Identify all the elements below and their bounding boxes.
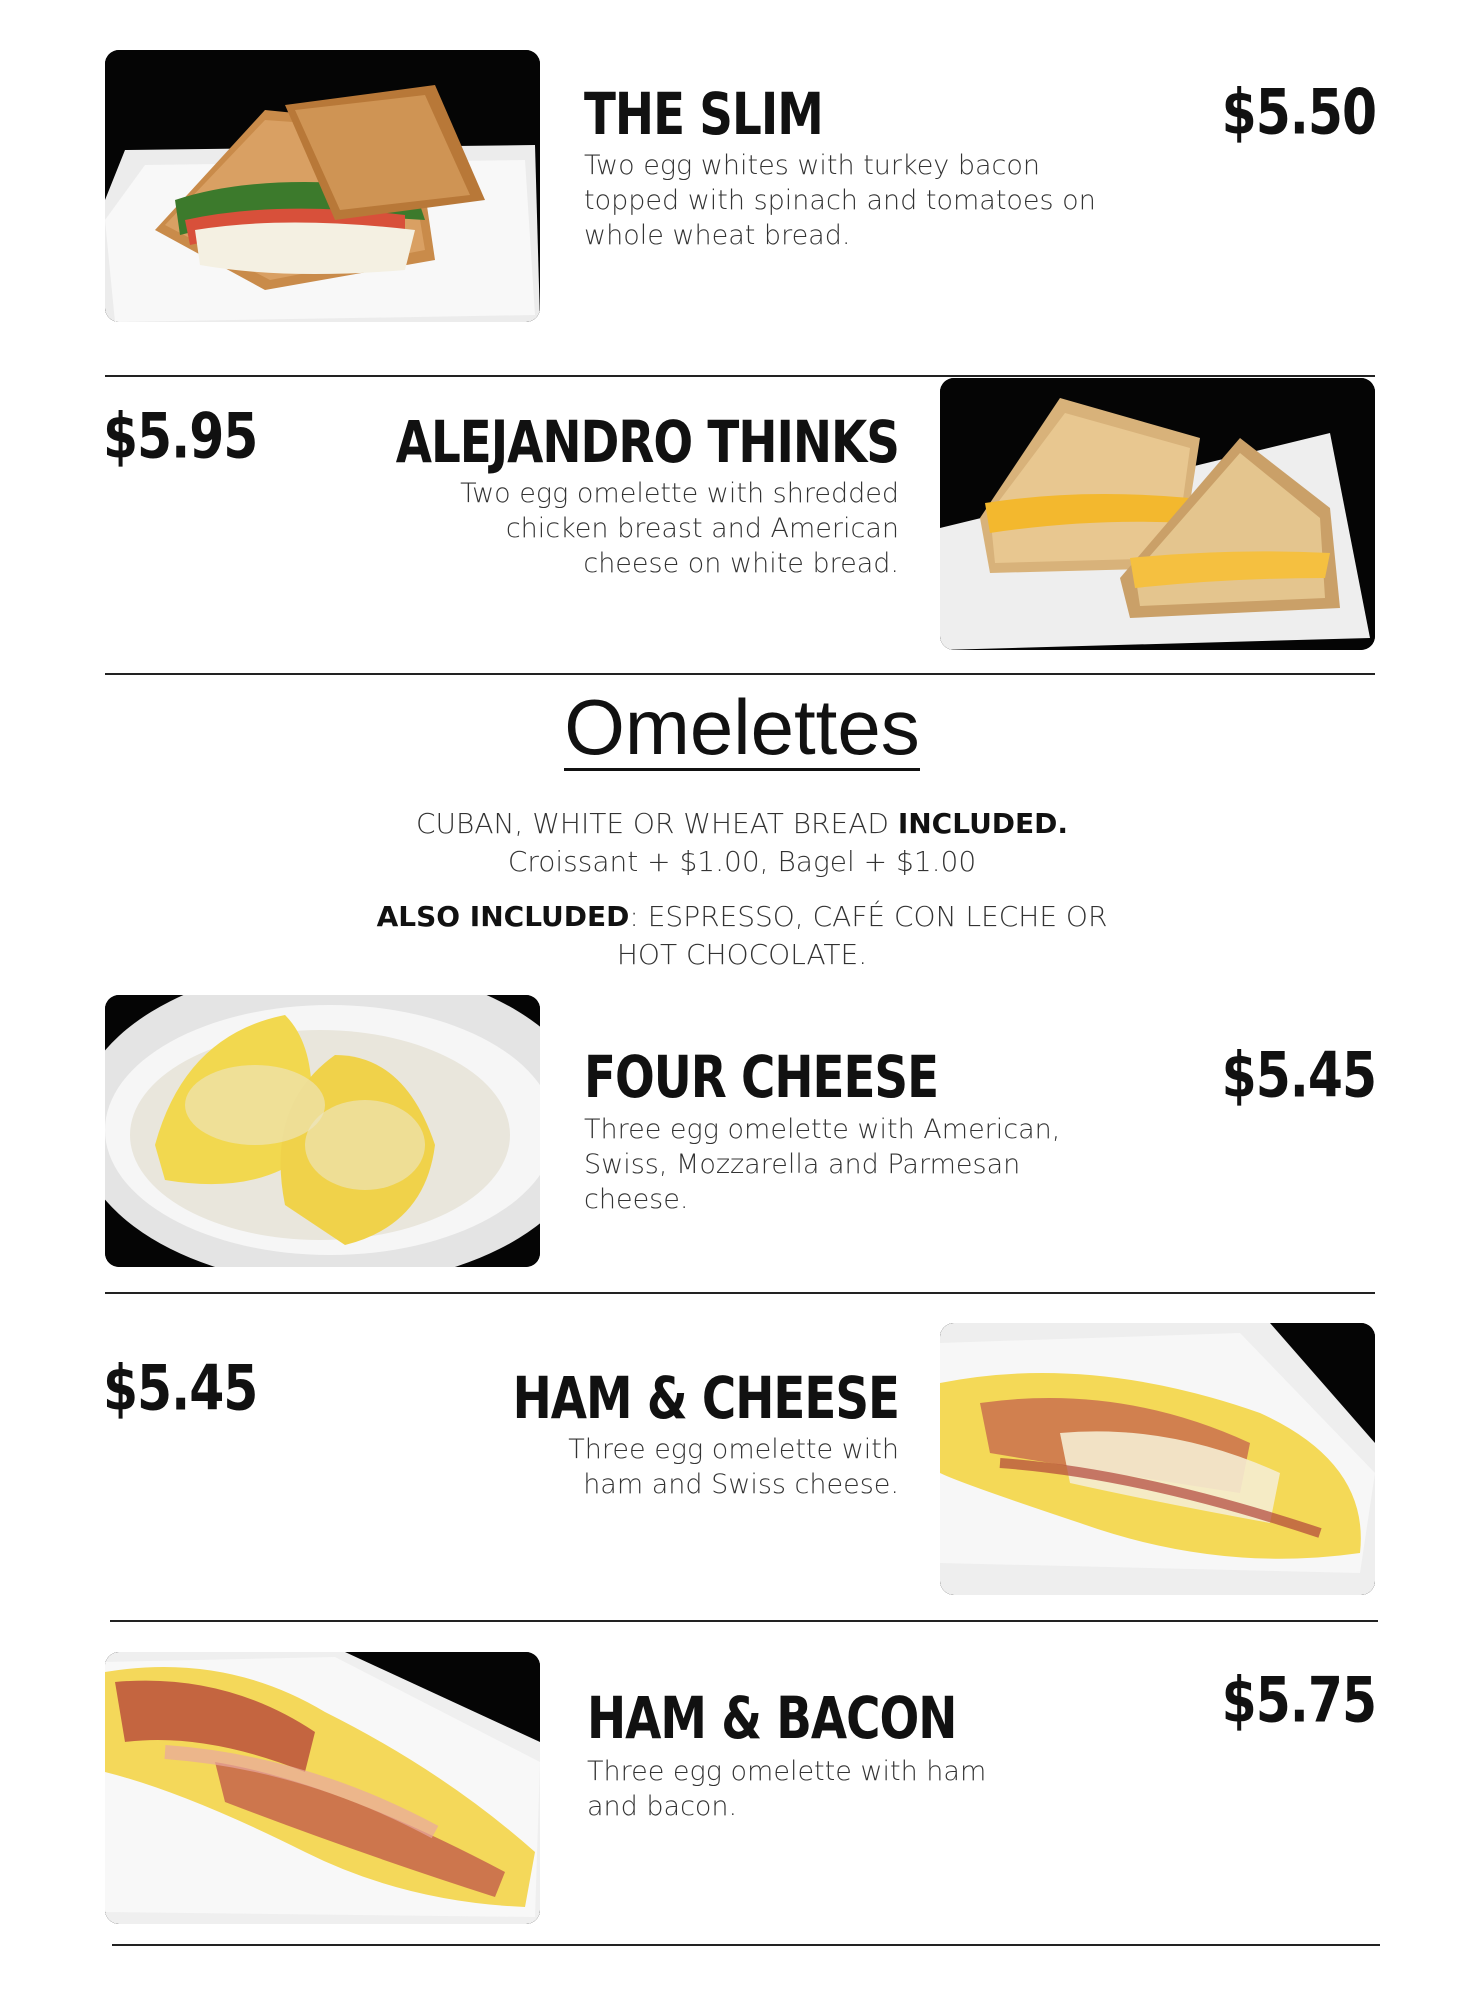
divider <box>105 375 1375 377</box>
item-desc-alejandro-thinks <box>460 476 899 581</box>
sandwich-photo <box>105 50 540 322</box>
divider <box>110 1620 1378 1622</box>
desc-line: cheese. <box>584 1184 689 1215</box>
item-price-alejandro-thinks: $5.95 <box>103 400 258 474</box>
ham-cheese-omelette-photo <box>940 1323 1375 1595</box>
bread-line-1: CUBAN, WHITE OR WHEAT BREAD INCLUDED. <box>415 807 1069 840</box>
bread-line-2: Croissant + $1.00, Bagel + $1.00 <box>507 845 977 878</box>
item-price-ham-and-cheese: $5.45 <box>103 1352 258 1426</box>
item-desc-four-cheese <box>584 1112 1060 1217</box>
item-name-four-cheese: FOUR CHEESE <box>584 1044 939 1112</box>
item-name-alejandro-thinks: ALEJANDRO THINKS <box>395 409 899 477</box>
desc-line: Three egg omelette with American, <box>584 1114 1061 1145</box>
item-price-four-cheese: $5.45 <box>1221 1039 1376 1113</box>
also-included-info <box>0 898 1484 974</box>
desc-line: chicken breast and American <box>505 513 899 544</box>
desc-line: ham and Swiss cheese. <box>583 1469 899 1500</box>
item-name-ham-and-bacon: HAM & BACON <box>587 1685 957 1753</box>
item-desc-ham-and-bacon <box>587 1754 986 1824</box>
desc-line: whole wheat bread. <box>584 220 851 251</box>
bread-info <box>0 805 1484 881</box>
desc-line: Two egg omelette with shredded <box>460 478 899 509</box>
item-price-ham-and-bacon: $5.75 <box>1221 1664 1376 1738</box>
ham-bacon-omelette-photo <box>105 1652 540 1924</box>
divider <box>112 1944 1380 1946</box>
desc-line: Three egg omelette with ham <box>587 1756 987 1787</box>
item-price-the-slim: $5.50 <box>1221 76 1376 150</box>
also-line-2: HOT CHOCOLATE. <box>616 938 868 971</box>
also-line-1: ALSO INCLUDED: ESPRESSO, CAFÉ CON LECHE OR <box>376 900 1108 933</box>
desc-line: Two egg whites with turkey bacon <box>584 150 1041 181</box>
item-desc-the-slim <box>584 148 1096 253</box>
item-desc-ham-and-cheese <box>568 1432 899 1502</box>
desc-line: Swiss, Mozzarella and Parmesan <box>584 1149 1021 1180</box>
desc-line: and bacon. <box>587 1791 738 1822</box>
item-name-ham-and-cheese: HAM & CHEESE <box>512 1365 899 1433</box>
desc-line: topped with spinach and tomatoes on <box>584 185 1096 216</box>
section-title: Omelettes <box>564 683 920 771</box>
item-name-the-slim: THE SLIM <box>584 81 823 149</box>
divider <box>105 673 1375 675</box>
cheese-omelette-photo <box>105 995 540 1267</box>
toast-sandwich-photo <box>940 378 1375 650</box>
divider <box>105 1292 1375 1294</box>
desc-line: cheese on white bread. <box>583 548 899 579</box>
desc-line: Three egg omelette with <box>568 1434 899 1465</box>
